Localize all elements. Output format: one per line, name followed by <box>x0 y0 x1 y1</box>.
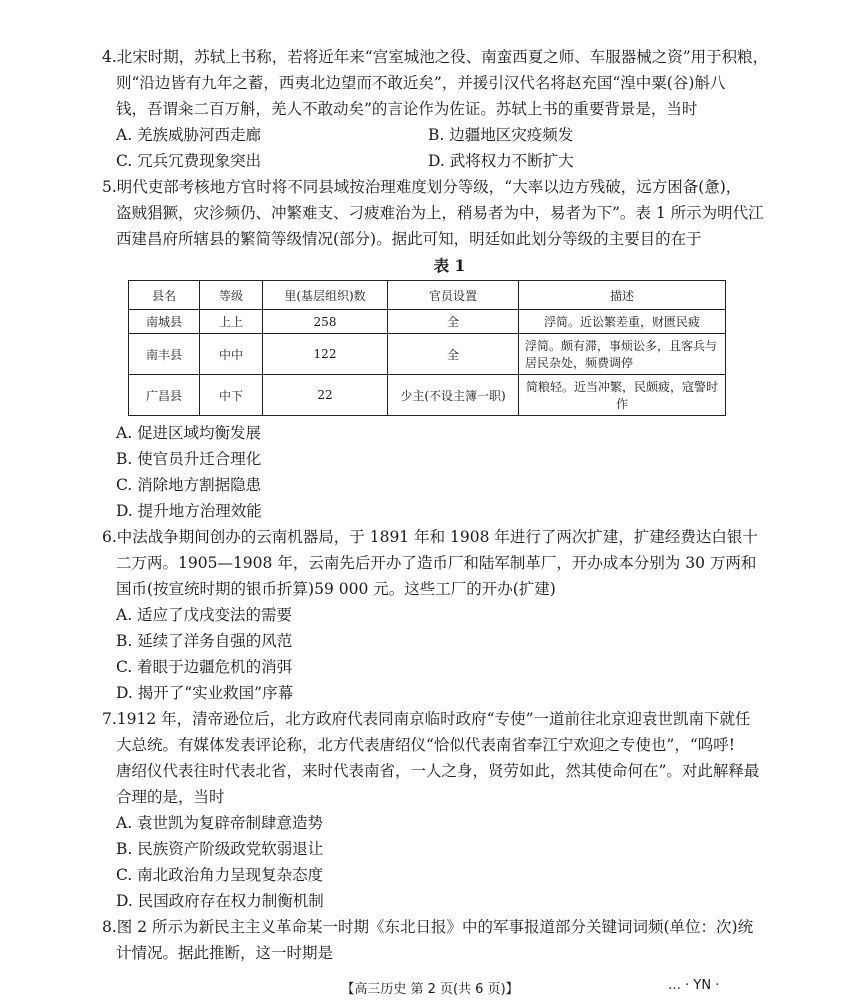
question-5-options <box>116 420 783 524</box>
table-caption: 表 1 <box>433 256 466 275</box>
table-header-cell: 等级 <box>200 281 263 310</box>
table-cell: 简粮轻。近当冲繁，民颇疲，寇警时作 <box>519 375 726 416</box>
table-cell: 南城县 <box>129 310 200 334</box>
question-6 <box>102 524 783 706</box>
footer-code: … · YN · <box>668 978 720 993</box>
table-cell: 少主(不设主簿一职) <box>388 375 519 416</box>
question-6-line-3: 国币(按宣统时期的银币折算)59 000 元。这些工厂的开办(扩建) <box>116 580 556 598</box>
table-cell: 上上 <box>200 310 263 334</box>
table-cell: 122 <box>263 334 388 375</box>
option-b[interactable]: B. 使官员升迁合理化 <box>116 450 262 468</box>
question-7 <box>102 706 783 914</box>
question-7-line-1: 7.1912 年，清帝逊位后，北方政府代表同南京临时政府“专使”一道前往北京迎袁世凯南下就任 <box>102 710 751 728</box>
table-cell: 全 <box>388 310 519 334</box>
table-cell: 广昌县 <box>129 375 200 416</box>
table-cell: 中下 <box>200 375 263 416</box>
page-number: 【高三历史 第 2 页(共 6 页)】 <box>341 982 519 997</box>
question-6-line-2: 二万两。1905—1908 年，云南先后开办了造币厂和陆军制革厂，开办成本分别为 30 万两和 <box>116 554 757 572</box>
question-6-options <box>116 602 783 706</box>
county-grade-table <box>128 280 726 416</box>
question-7-options <box>116 810 783 914</box>
question-4 <box>102 44 783 174</box>
question-8 <box>102 914 783 966</box>
question-5-line-2: 盗贼猖獗，灾沴频仍、冲繁难支、刁疲难治为上，稍易者为中，易者为下”。表 1 所示为明代江 <box>116 204 764 222</box>
question-8-line-1: 8.图 2 所示为新民主主义革命某一时期《东北日报》中的军事报道部分关键词词频(单位：次)统 <box>102 918 754 936</box>
option-b[interactable]: B. 延续了洋务自强的风范 <box>116 632 293 650</box>
option-d[interactable]: D. 武将权力不断扩大 <box>428 152 574 170</box>
question-7-line-4: 合理的是，当时 <box>116 788 225 806</box>
table-cell: 全 <box>388 334 519 375</box>
question-5-line-1: 5.明代吏部考核地方官时将不同县域按治理难度划分等级，“大率以边方残破，远方困备(惫)， <box>102 178 742 196</box>
option-a[interactable]: A. 适应了戊戌变法的需要 <box>116 606 293 624</box>
option-a[interactable]: A. 促进区域均衡发展 <box>116 424 262 442</box>
option-a[interactable]: A. 袁世凯为复辟帝制肆意造势 <box>116 814 324 832</box>
question-5 <box>102 174 783 524</box>
question-4-line-3: 钱，吾谓籴二百万斛，羌人不敢动矣”的言论作为佐证。苏轼上书的重要背景是，当时 <box>116 100 698 118</box>
option-c[interactable]: C. 南北政治角力呈现复杂态度 <box>116 866 324 884</box>
option-d[interactable]: D. 揭开了“实业救国”序幕 <box>116 684 294 702</box>
question-5-line-3: 西建昌府所辖县的繁简等级情况(部分)。据此可知，明廷如此划分等级的主要目的在于 <box>116 230 702 248</box>
table-cell: 22 <box>263 375 388 416</box>
table-header-cell: 县名 <box>129 281 200 310</box>
question-7-line-3: 唐绍仪代表往时代表北省，来时代表南省，一人之身，贤劳如此，然其使命何在”。对此解释最 <box>116 762 760 780</box>
table-row <box>129 334 726 375</box>
table-cell: 浮简。近讼繁差重，财匮民疲 <box>519 310 726 334</box>
table-header-cell: 描述 <box>519 281 726 310</box>
option-b[interactable]: B. 边疆地区灾疫频发 <box>428 126 574 144</box>
table-cell: 浮简。颇有滞，事烦讼多，且客兵与居民杂处，频费调停 <box>519 334 726 375</box>
option-c[interactable]: C. 消除地方割据隐患 <box>116 476 262 494</box>
option-c[interactable]: C. 冗兵冗费现象突出 <box>116 152 262 170</box>
question-4-line-1: 4.北宋时期，苏轼上书称，若将近年来“宫室城池之役、南蛮西夏之师、车服器械之资”用于积粮， <box>102 48 769 66</box>
table-row <box>129 375 726 416</box>
option-b[interactable]: B. 民族资产阶级政党软弱退让 <box>116 840 324 858</box>
option-a[interactable]: A. 羌族威胁河西走廊 <box>116 126 262 144</box>
option-c[interactable]: C. 着眼于边疆危机的消弭 <box>116 658 293 676</box>
table-cell: 南丰县 <box>129 334 200 375</box>
question-8-line-2: 计情况。据此推断，这一时期是 <box>116 944 334 962</box>
question-6-line-1: 6.中法战争期间创办的云南机器局，于 1891 年和 1908 年进行了两次扩建，扩建经费达白银十 <box>102 528 758 546</box>
table-cell: 258 <box>263 310 388 334</box>
table-header-cell: 里(基层组织)数 <box>263 281 388 310</box>
question-7-line-2: 大总统。有媒体发表评论称，北方代表唐绍仪“恰似代表南省奉江宁欢迎之专使也”，“呜呼! <box>116 736 736 754</box>
question-4-options <box>116 122 783 174</box>
table-header-row <box>129 281 726 310</box>
question-4-line-2: 则“沿边皆有九年之蓄，西夷北边望而不敢近矣”，并援引汉代名将赵充国“湟中粟(谷)斛八 <box>116 74 726 92</box>
option-d[interactable]: D. 民国政府存在权力制衡机制 <box>116 892 324 910</box>
option-d[interactable]: D. 提升地方治理效能 <box>116 502 262 520</box>
table-header-cell: 官员设置 <box>388 281 519 310</box>
table-row <box>129 310 726 334</box>
table-cell: 中中 <box>200 334 263 375</box>
